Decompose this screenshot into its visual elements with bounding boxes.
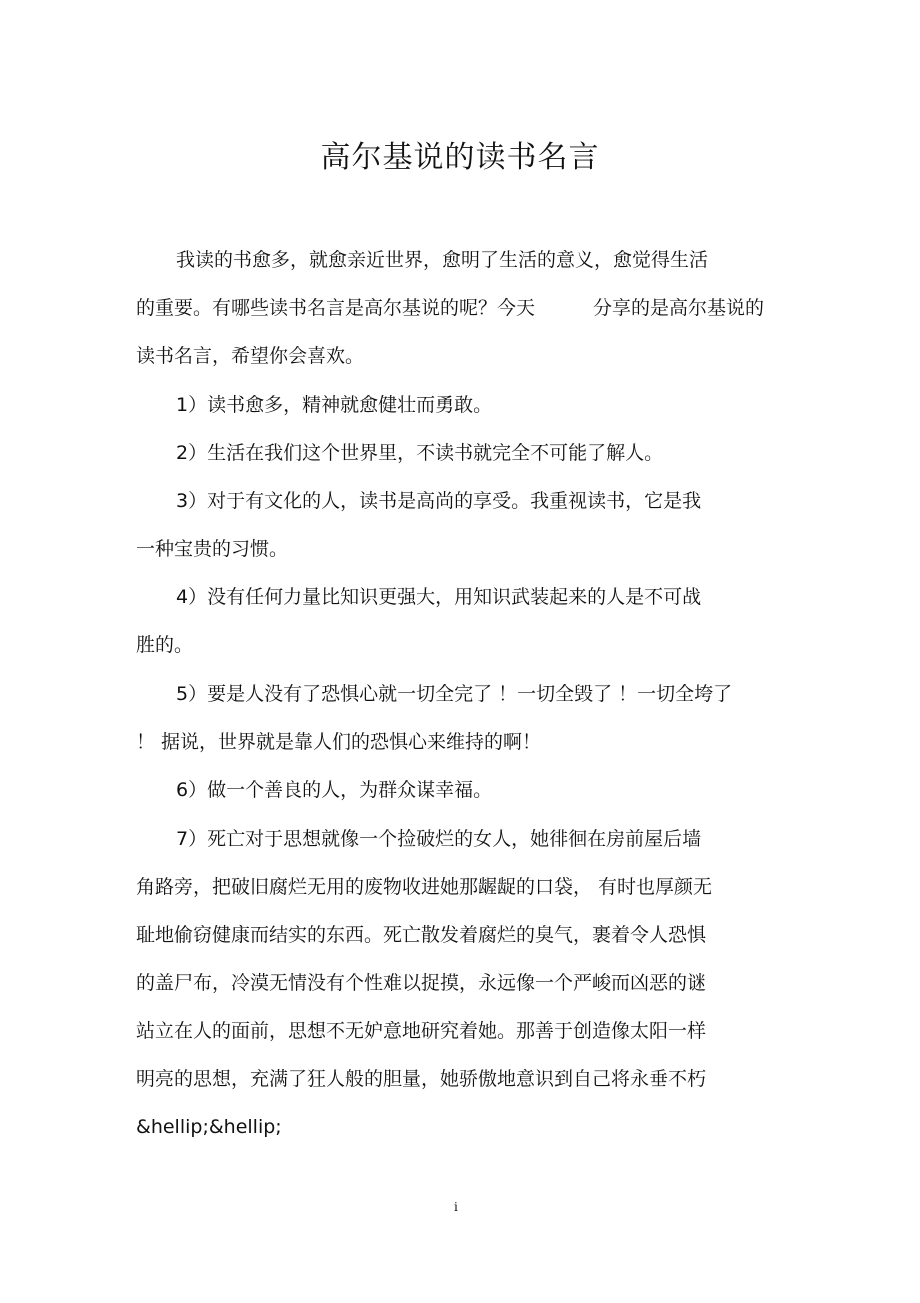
quote-7-line-2: 角路旁，把破旧腐烂无用的废物收进她那龌龊的口袋， 有时也厚颜无 (136, 876, 713, 898)
intro-line-2-part-1: 的重要。有哪些读书名言是高尔基说的呢？今天 (136, 297, 536, 319)
quote-7-line-4: 的盖尸布，冷漠无情没有个性难以捉摸，永远像一个严峻而凶恶的谜 (136, 972, 707, 994)
page-number: i (454, 1200, 458, 1214)
quote-2-line-1: 2）生活在我们这个世界里，不读书就完全不可能了解人。 (176, 442, 664, 464)
quote-5-line-1: 5）要是人没有了恐惧心就一切全完了 ！一切全毁了 ！一切全垮了 (176, 683, 733, 705)
quote-1-line-1: 1）读书愈多，精神就愈健壮而勇敢。 (176, 394, 493, 416)
quote-6-line-1: 6）做一个善良的人，为群众谋幸福。 (176, 779, 493, 801)
quote-7-line-6: 明亮的思想，充满了狂人般的胆量，她骄傲地意识到自己将永垂不朽 (136, 1068, 707, 1090)
quote-7-line-7: &hellip;&hellip; (136, 1116, 282, 1138)
intro-line-2-part-2: 分享的是高尔基说的 (593, 297, 765, 319)
intro-line-2 (136, 295, 764, 321)
intro-line-1: 我读的书愈多，就愈亲近世界，愈明了生活的意义，愈觉得生活 (176, 249, 709, 271)
quote-3-line-2: 一种宝贵的习惯。 (136, 538, 289, 560)
quote-4-line-1: 4）没有任何力量比知识更强大，用知识武装起来的人是不可战 (176, 586, 702, 608)
quote-7-line-1: 7）死亡对于思想就像一个捡破烂的女人，她徘徊在房前屋后墙 (176, 828, 702, 850)
quote-5-line-2: ！ 据说，世界就是靠人们的恐惧心来维持的啊！ (136, 731, 542, 753)
quote-4-line-2: 胜的。 (136, 634, 194, 656)
quote-7-line-5: 站立在人的面前，思想不无妒意地研究着她。那善于创造像太阳一样 (136, 1020, 707, 1042)
intro-line-3: 读书名言，希望你会喜欢。 (136, 345, 365, 367)
quote-3-line-1: 3）对于有文化的人，读书是高尚的享受。我重视读书，它是我 (176, 490, 702, 512)
quote-7-line-3: 耻地偷窃健康而结实的东西。死亡散发着腐烂的臭气，裹着令人恐惧 (136, 924, 707, 946)
document-title: 高尔基说的读书名言 (320, 140, 600, 175)
